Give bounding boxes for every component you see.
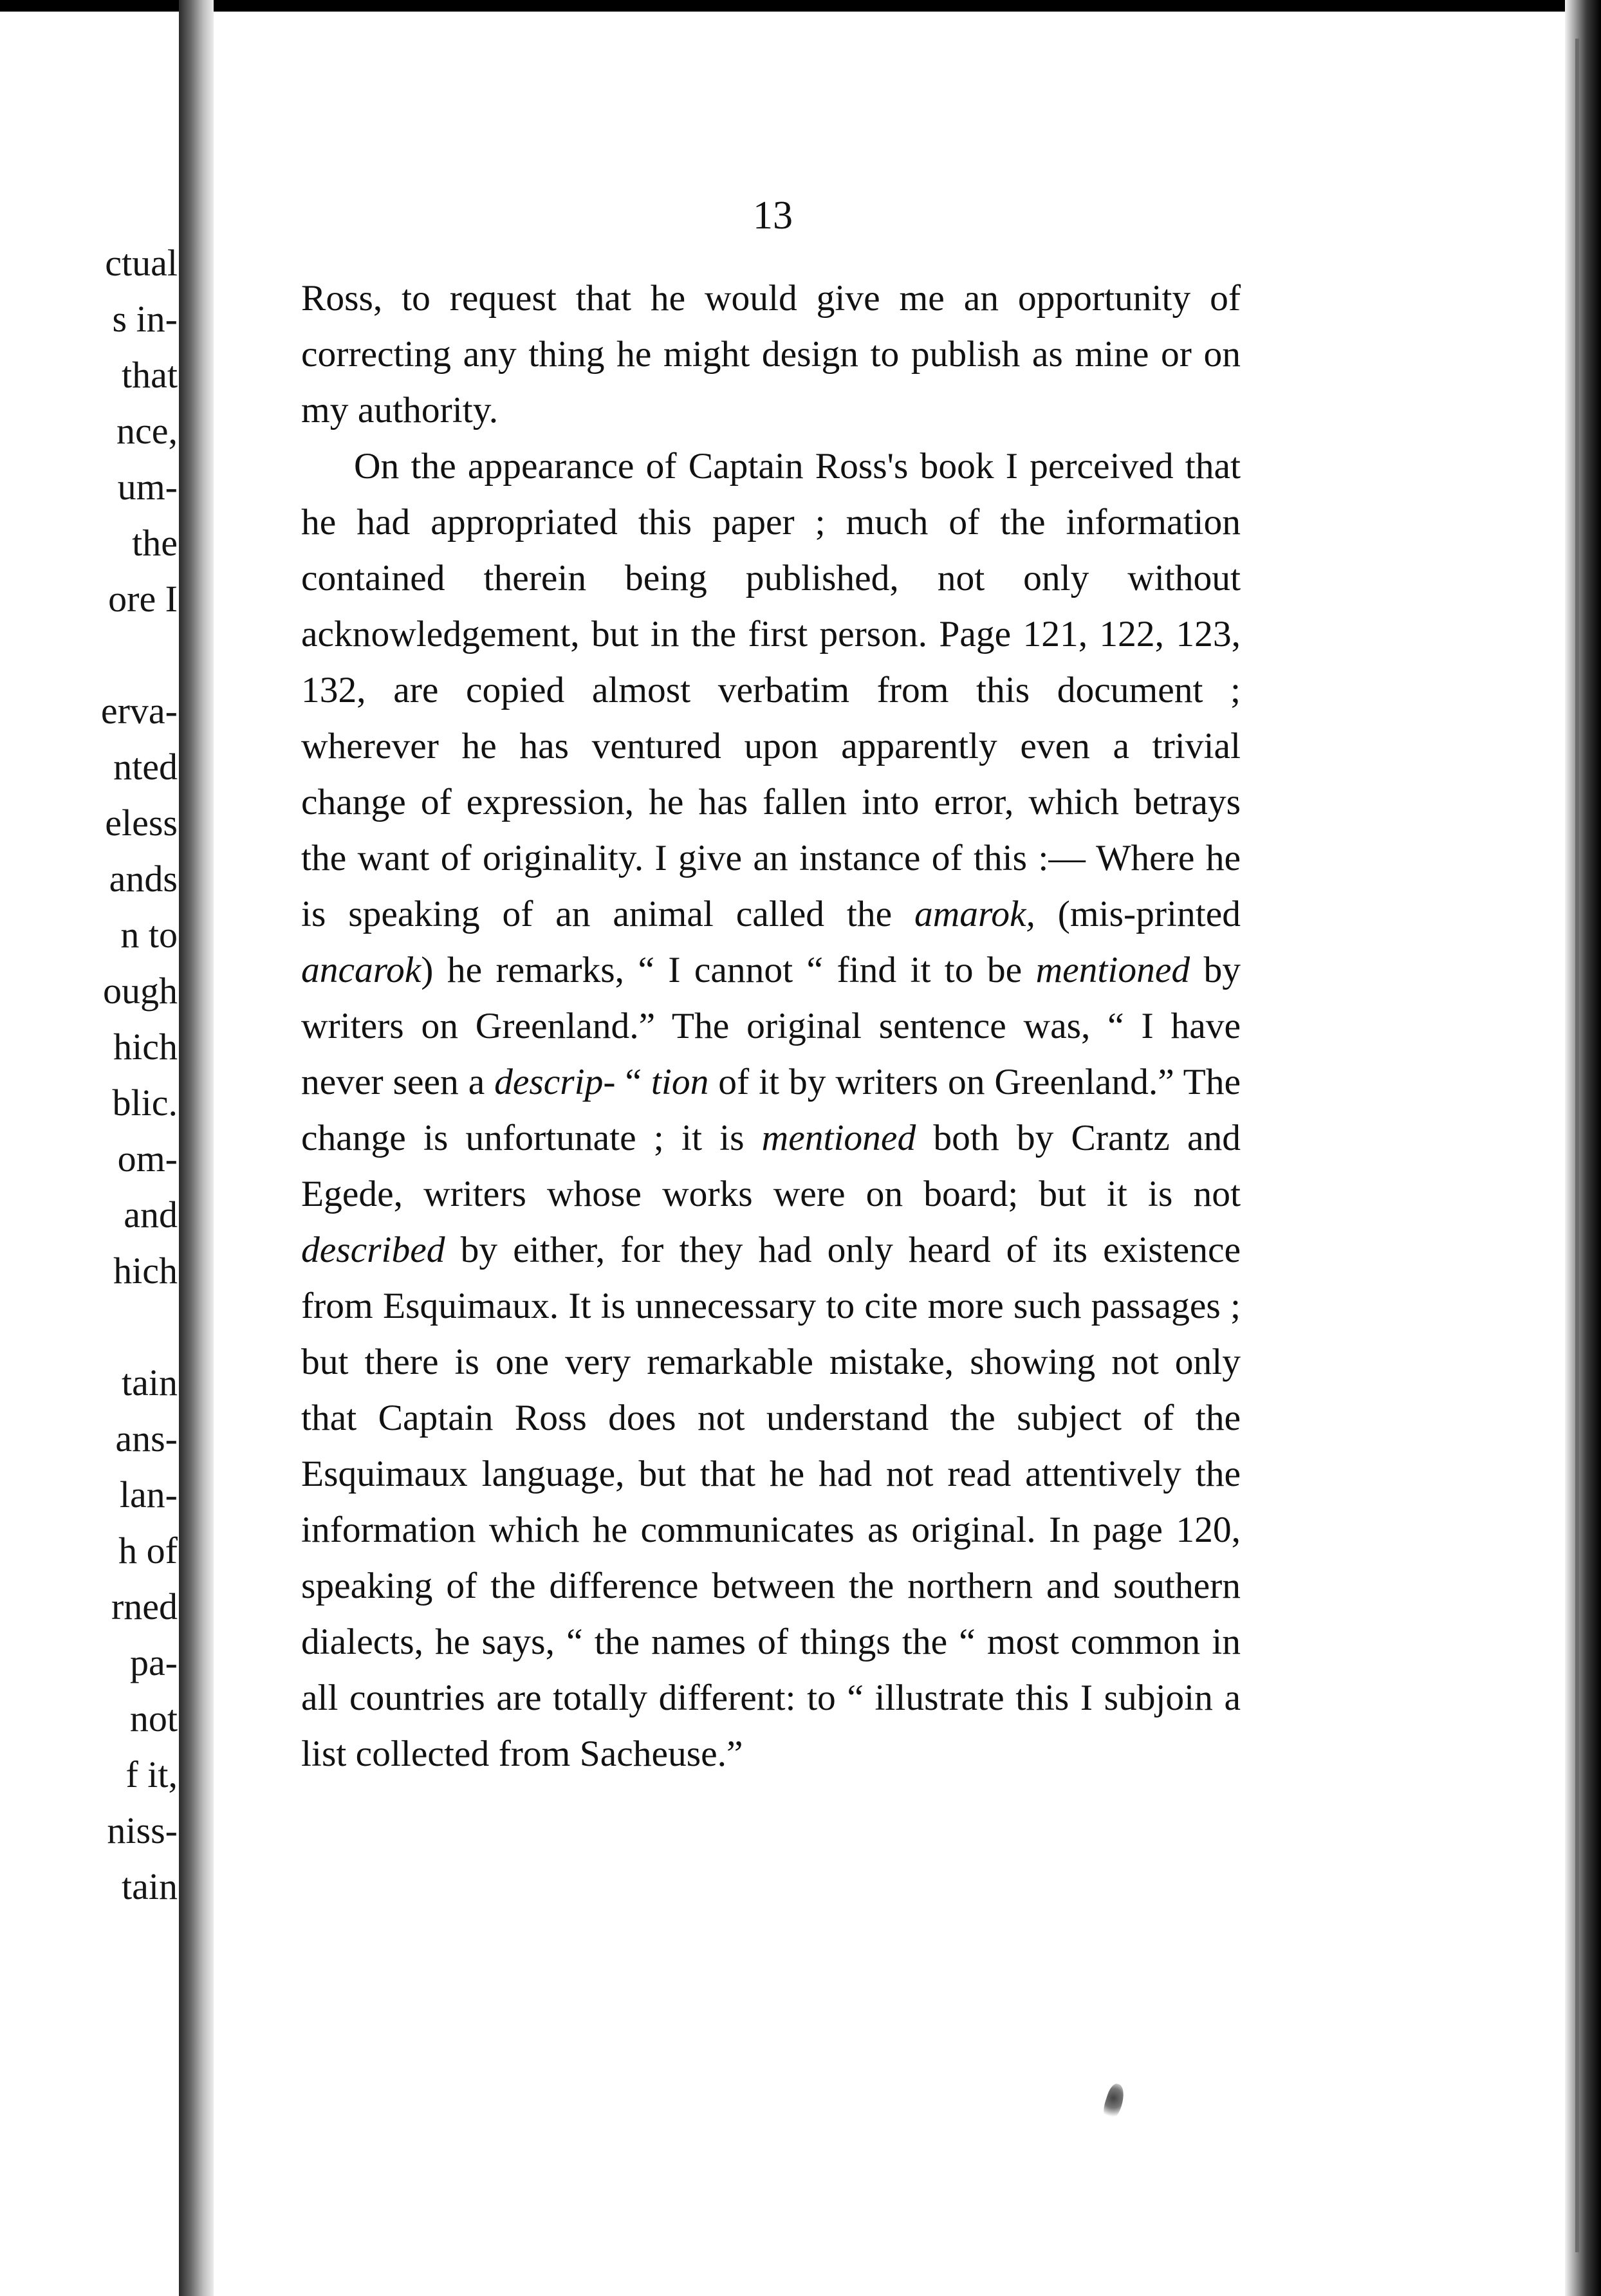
italic-text: ancarok <box>301 950 421 990</box>
body-text: ) he remarks, “ I cannot “ find it to be <box>421 950 1036 990</box>
facing-page-fragment: nce, <box>116 410 178 452</box>
facing-page-fragment: s in- <box>112 298 178 340</box>
body-text: both by Crantz and Egede, writers whose works were on board; but it is not <box>301 1118 1241 1214</box>
body-text: Ross, to request that he would give me an opportunity of correcting any thing he might design to publish as mine or on my authority. <box>301 278 1241 430</box>
paragraph <box>301 438 1241 1782</box>
italic-text: mentioned <box>1035 950 1190 990</box>
facing-page-fragment: erva- <box>100 690 178 732</box>
italic-text: tion <box>651 1062 709 1102</box>
facing-page-fragment: h of <box>118 1530 178 1571</box>
facing-page-fragment: that <box>122 354 178 396</box>
facing-page-fragment: hich <box>113 1026 178 1068</box>
facing-page-fragment: f it, <box>125 1754 178 1795</box>
body-text: of it by writers on Greenland.” The change is unfortunate ; it is <box>301 1062 1241 1158</box>
facing-page-fragment: the <box>132 522 178 564</box>
facing-page-fragment: ans- <box>115 1418 178 1459</box>
book-gutter <box>179 0 214 2296</box>
body-text: “ <box>615 1062 651 1102</box>
facing-page-fragment: hich <box>113 1250 178 1292</box>
facing-page-fragment: pa- <box>129 1642 178 1683</box>
italic-text: described <box>301 1230 445 1270</box>
ink-smudge <box>1100 2082 1128 2122</box>
facing-page-fragment: um- <box>117 466 178 508</box>
facing-page-fragment: ore I <box>108 578 178 620</box>
body-text: by writers on Greenland.” The original sentence was, “ I have never seen a <box>301 950 1241 1102</box>
facing-page-fragment: niss- <box>107 1810 178 1851</box>
page-number: 13 <box>753 194 793 237</box>
scan-top-edge <box>0 0 1601 12</box>
body-text: (mis-printed <box>1035 894 1241 934</box>
facing-page-fragment: blic. <box>112 1082 178 1124</box>
facing-page-fragment: lan- <box>119 1474 178 1515</box>
facing-page-fragment: eless <box>105 802 178 844</box>
facing-page-fragment: nted <box>113 746 178 788</box>
facing-page-fragment: not <box>129 1698 178 1739</box>
italic-text: mentioned <box>761 1118 916 1158</box>
facing-page-fragment: tain <box>122 1362 178 1403</box>
facing-page-fragment: om- <box>117 1138 178 1180</box>
facing-page-fragment: ough <box>103 970 178 1012</box>
facing-page-fragment: rned <box>111 1586 178 1627</box>
italic-text: descrip- <box>494 1062 616 1102</box>
page-body <box>301 270 1241 1782</box>
facing-page-fragment: ctual <box>105 242 178 284</box>
scan-right-edge <box>1565 0 1601 2296</box>
page-edge-line <box>1575 39 1579 2252</box>
body-text: On the appearance of Captain Ross's book I perceived that he had appropriated this paper ; much of the information contained therein being published, not only without acknowledgement, but in the first person. Page 121, 122, 123, 132, are copied almost verbatim from this document ; wherever he has ventured upon apparently even a trivial change of expression, he has fallen into error, which betrays the want of originality. I give an instance of this :— Where he is speaking of an animal called the <box>301 446 1241 934</box>
facing-page-fragment: and <box>124 1194 178 1236</box>
facing-page-fragment: tain <box>122 1866 178 1907</box>
facing-page-fragment: n to <box>120 914 178 956</box>
facing-page-fragment: ands <box>109 858 178 900</box>
body-text: by either, for they had only heard of its existence from Esquimaux. It is unnecessary to cite more such passages ; but there is one very remarkable mistake, showing not only that Captain Ross does not understand the subject of the Esquimaux language, but that he had not read attentively the information which he communicates as original. In page 120, speaking of the difference between the northern and southern dialects, he says, “ the names of things the “ most common in all countries are totally different: to “ illustrate this I subjoin a list collected from Sacheuse.” <box>301 1230 1241 1774</box>
italic-text: amarok, <box>914 894 1035 934</box>
paragraph <box>301 270 1241 438</box>
